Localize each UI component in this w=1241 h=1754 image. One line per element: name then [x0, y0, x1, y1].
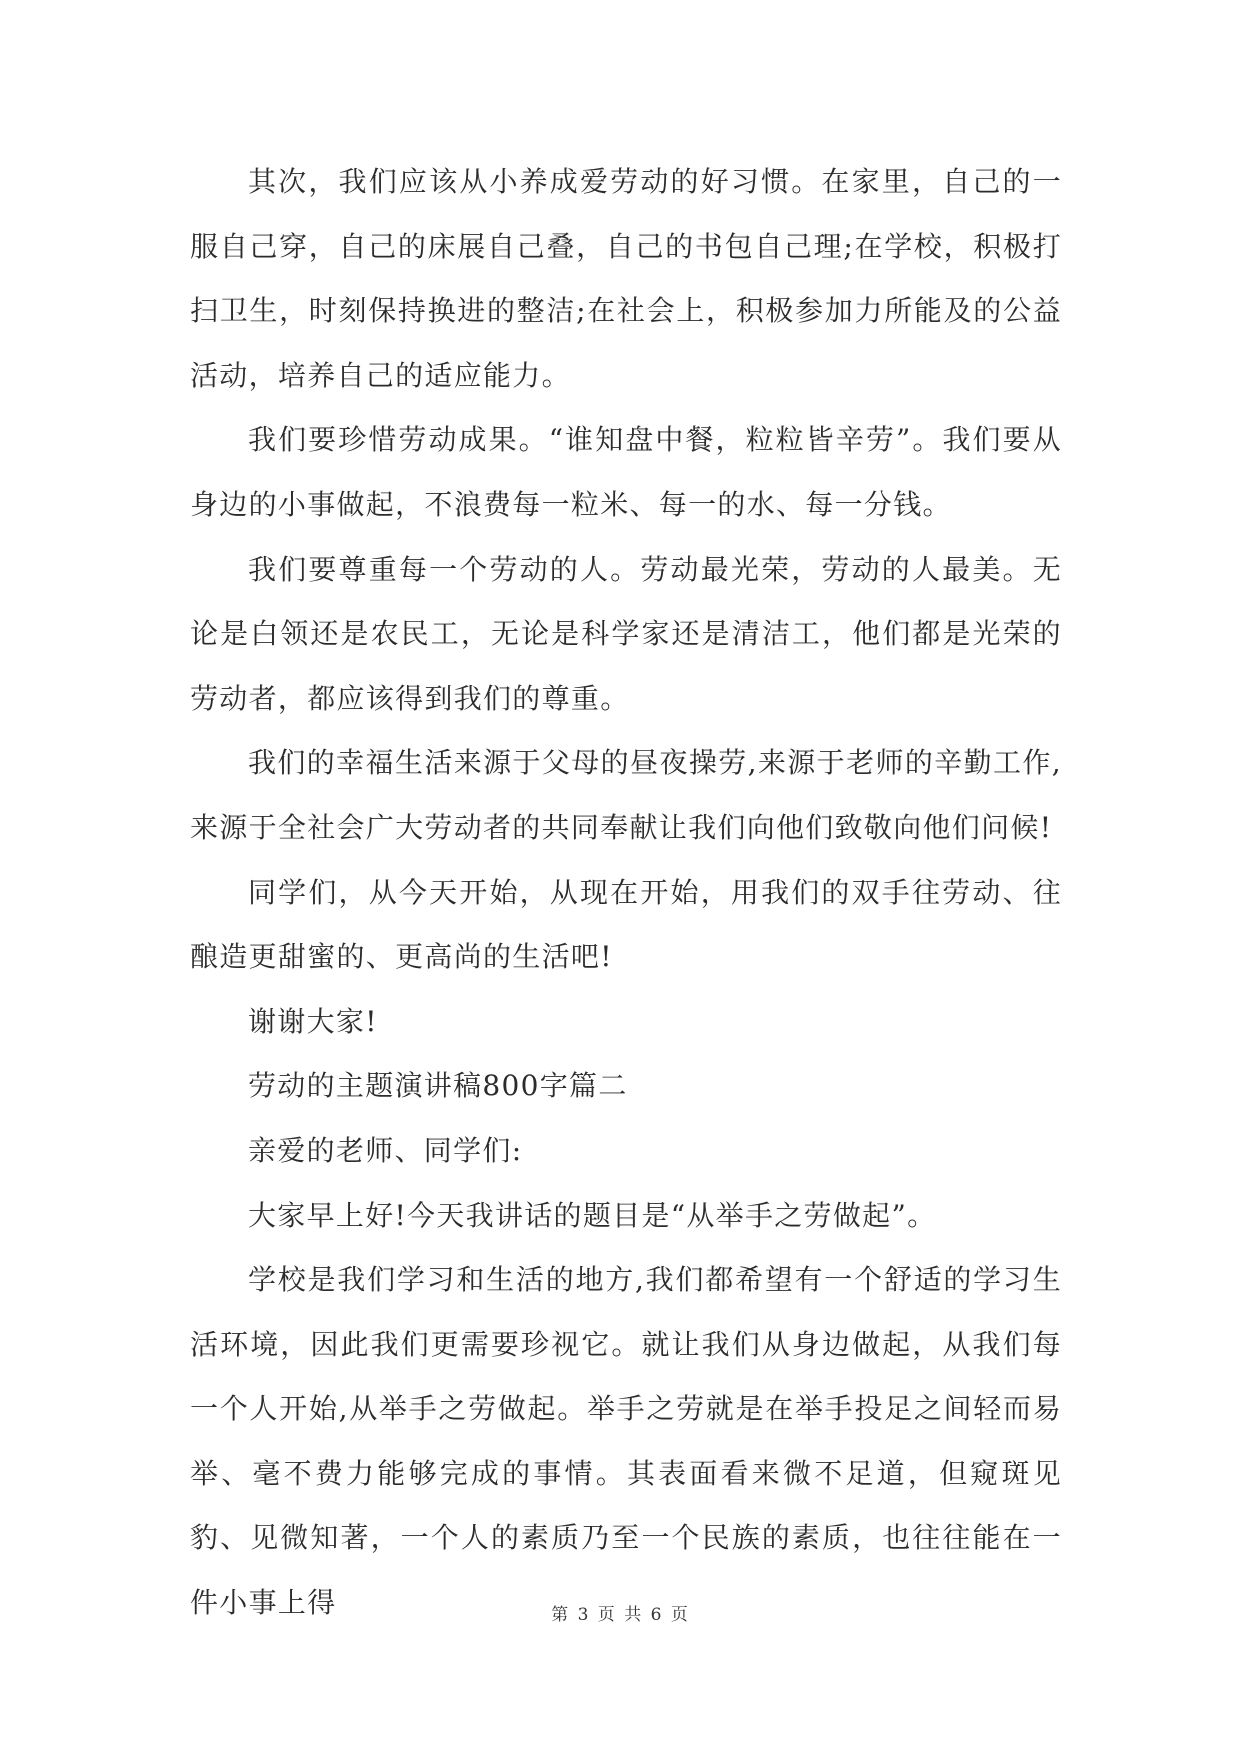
page-number: 第 3 页 共 6 页: [551, 1605, 690, 1625]
paragraph-call-to-action: 同学们，从今天开始，从现在开始，用我们的双手往劳动、往酿造更甜蜜的、更高尚的生活吧!: [190, 875, 1062, 974]
paragraph-greeting: 大家早上好!今天我讲话的题目是“从举手之劳做起”。: [248, 1198, 937, 1232]
paragraph-thanks: 谢谢大家!: [248, 1004, 378, 1038]
paragraph-salutation: 亲爱的老师、同学们:: [248, 1133, 523, 1167]
paragraph-habit: 其次，我们应该从小养成爱劳动的好习惯。在家里，自己的一服自己穿，自己的床展自己叠，自己的书包自己理;在学校，积极打扫卫生，时刻保持换进的整洁;在社会上，积极参加力所能及的公益活动，培养自己的适应能力。: [190, 165, 1062, 392]
document-body: [190, 150, 1062, 1636]
paragraph-happiness: 我们的幸福生活来源于父母的昼夜操劳,来源于老师的辛勤工作,来源于全社会广大劳动者的共同奉献让我们向他们致敬向他们问候!: [190, 746, 1062, 844]
section-heading: 劳动的主题演讲稿800字篇二: [248, 1069, 628, 1103]
paragraph-school: 学校是我们学习和生活的地方,我们都希望有一个舒适的学习生活环境，因此我们更需要珍视它。就让我们从身边做起，从我们每一个人开始,从举手之劳做起。举手之劳就是在举手投足之间轻而易举、毫不费力能够完成的事情。其表面看来微不足道，但窥斑见豹、见微知著，一个人的素质乃至一个民族的素质，也往往能在一件小事上得: [190, 1263, 1062, 1620]
paragraph-respect: 我们要尊重每一个劳动的人。劳动最光荣，劳动的人最美。无论是白领还是农民工，无论是科学家还是清洁工，他们都是光荣的劳动者，都应该得到我们的尊重。: [190, 552, 1062, 715]
paragraph-cherish: 我们要珍惜劳动成果。“谁知盘中餐，粒粒皆辛劳”。我们要从身边的小事做起，不浪费每一粒米、每一的水、每一分钱。: [190, 423, 1062, 521]
